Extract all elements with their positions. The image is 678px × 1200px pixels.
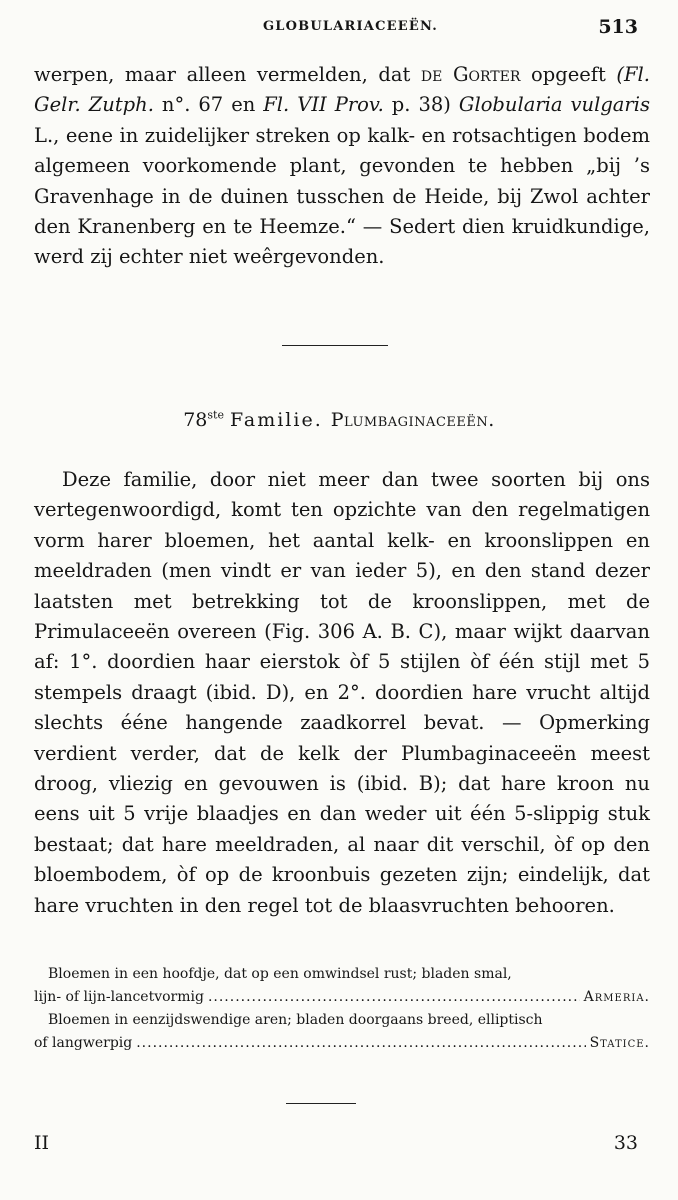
description-paragraph [34, 465, 650, 921]
family-heading [0, 409, 678, 431]
running-title: GLOBULARIACEEËN. [263, 19, 438, 34]
key-entry [34, 1009, 650, 1055]
reference-title: (Fl. Gelr. Zutph. [34, 63, 650, 117]
end-divider [286, 1103, 356, 1104]
author-name: de Gorter [420, 63, 521, 86]
text-run: opgeeft [520, 63, 617, 86]
leader-dots [208, 986, 580, 1009]
species-name: Globularia vulgaris [458, 93, 650, 117]
signature-mark: II [34, 1132, 50, 1154]
key-description-cont: lijn- of lijn-lancetvormig [34, 989, 204, 1005]
description-text: Deze familie, door niet meer dan twee soorten bij ons vertegenwoordigd, komt ten opzichte van den regelmatigen vorm harer bloemen, het aantal kelk- en kroonslippen en meeldraden (men vindt er van ieder 5), en den stand dezer laatsten met betrekking tot de kroonslippen, met de Primulaceeën overeen (Fig. 306 A. B. C), maar wijkt daarvan af: 1°. doordien haar eierstok òf 5 stijlen òf één stijl met 5 stempels draagt (ibid. D), en 2°. doordien hare vrucht altijd slechts ééne hangende zaadkorrel bevat. — Opmerking verdient verder, dat de kelk der Plumbaginaceeën meest droog, vliezig en gevouwen is (ibid. B); dat hare kroon nu eens uit 5 vrije blaadjes en dan weder uit één 5-slippig stuk bestaat; dat hare meeldraden, al naar dit verschil, òf op den bloembodem, òf op de kroonbuis gezeten zijn; eindelijk, dat hare vruchten in den regel tot de blaasvruchten behooren. [34, 468, 650, 917]
text-run: L., eene in zuidelijker streken op kalk- en rotsachtigen bodem algemeen voorkomende plant, gevonden te hebben „bij ’s Gravenhage in de duinen tusschen de Heide, bij Zwol achter den Kranenberg en te Heemze.“ — Sedert dien kruidkundige, werd zij echter niet weêrgevonden. [34, 123, 650, 269]
running-head [0, 16, 678, 46]
key-lead-line [34, 1032, 650, 1055]
page-footer [0, 1132, 678, 1162]
key-description: Bloemen in eenzijdswendige aren; bladen doorgaans breed, elliptisch [48, 1012, 543, 1028]
key-lead-line [34, 986, 650, 1009]
section-divider [282, 345, 388, 346]
continuation-paragraph [34, 60, 650, 273]
sheet-number: 33 [613, 1132, 638, 1154]
key-description-cont: of langwerpig [34, 1035, 133, 1051]
page-number: 513 [598, 16, 638, 38]
genus-key [34, 963, 650, 1055]
text-run: p. 38) [383, 93, 459, 117]
genus-name: Armeria. [583, 989, 650, 1005]
family-number-value: 78 [183, 409, 208, 432]
key-description: Bloemen in een hoofdje, dat op een omwindsel rust; bladen smal, [48, 966, 512, 982]
family-name: Plumbaginaceeën. [330, 409, 495, 432]
key-entry [34, 963, 650, 1009]
family-word: Familie. [229, 409, 323, 432]
genus-name: Statice. [589, 1035, 650, 1051]
leader-dots [136, 1032, 585, 1055]
text-run: n°. 67 en [153, 93, 264, 117]
reference-title: Fl. VII Prov. [263, 93, 384, 117]
family-number [183, 409, 224, 431]
text-run: werpen, maar alleen vermelden, dat [34, 63, 421, 86]
family-number-suffix: ste [207, 409, 224, 422]
